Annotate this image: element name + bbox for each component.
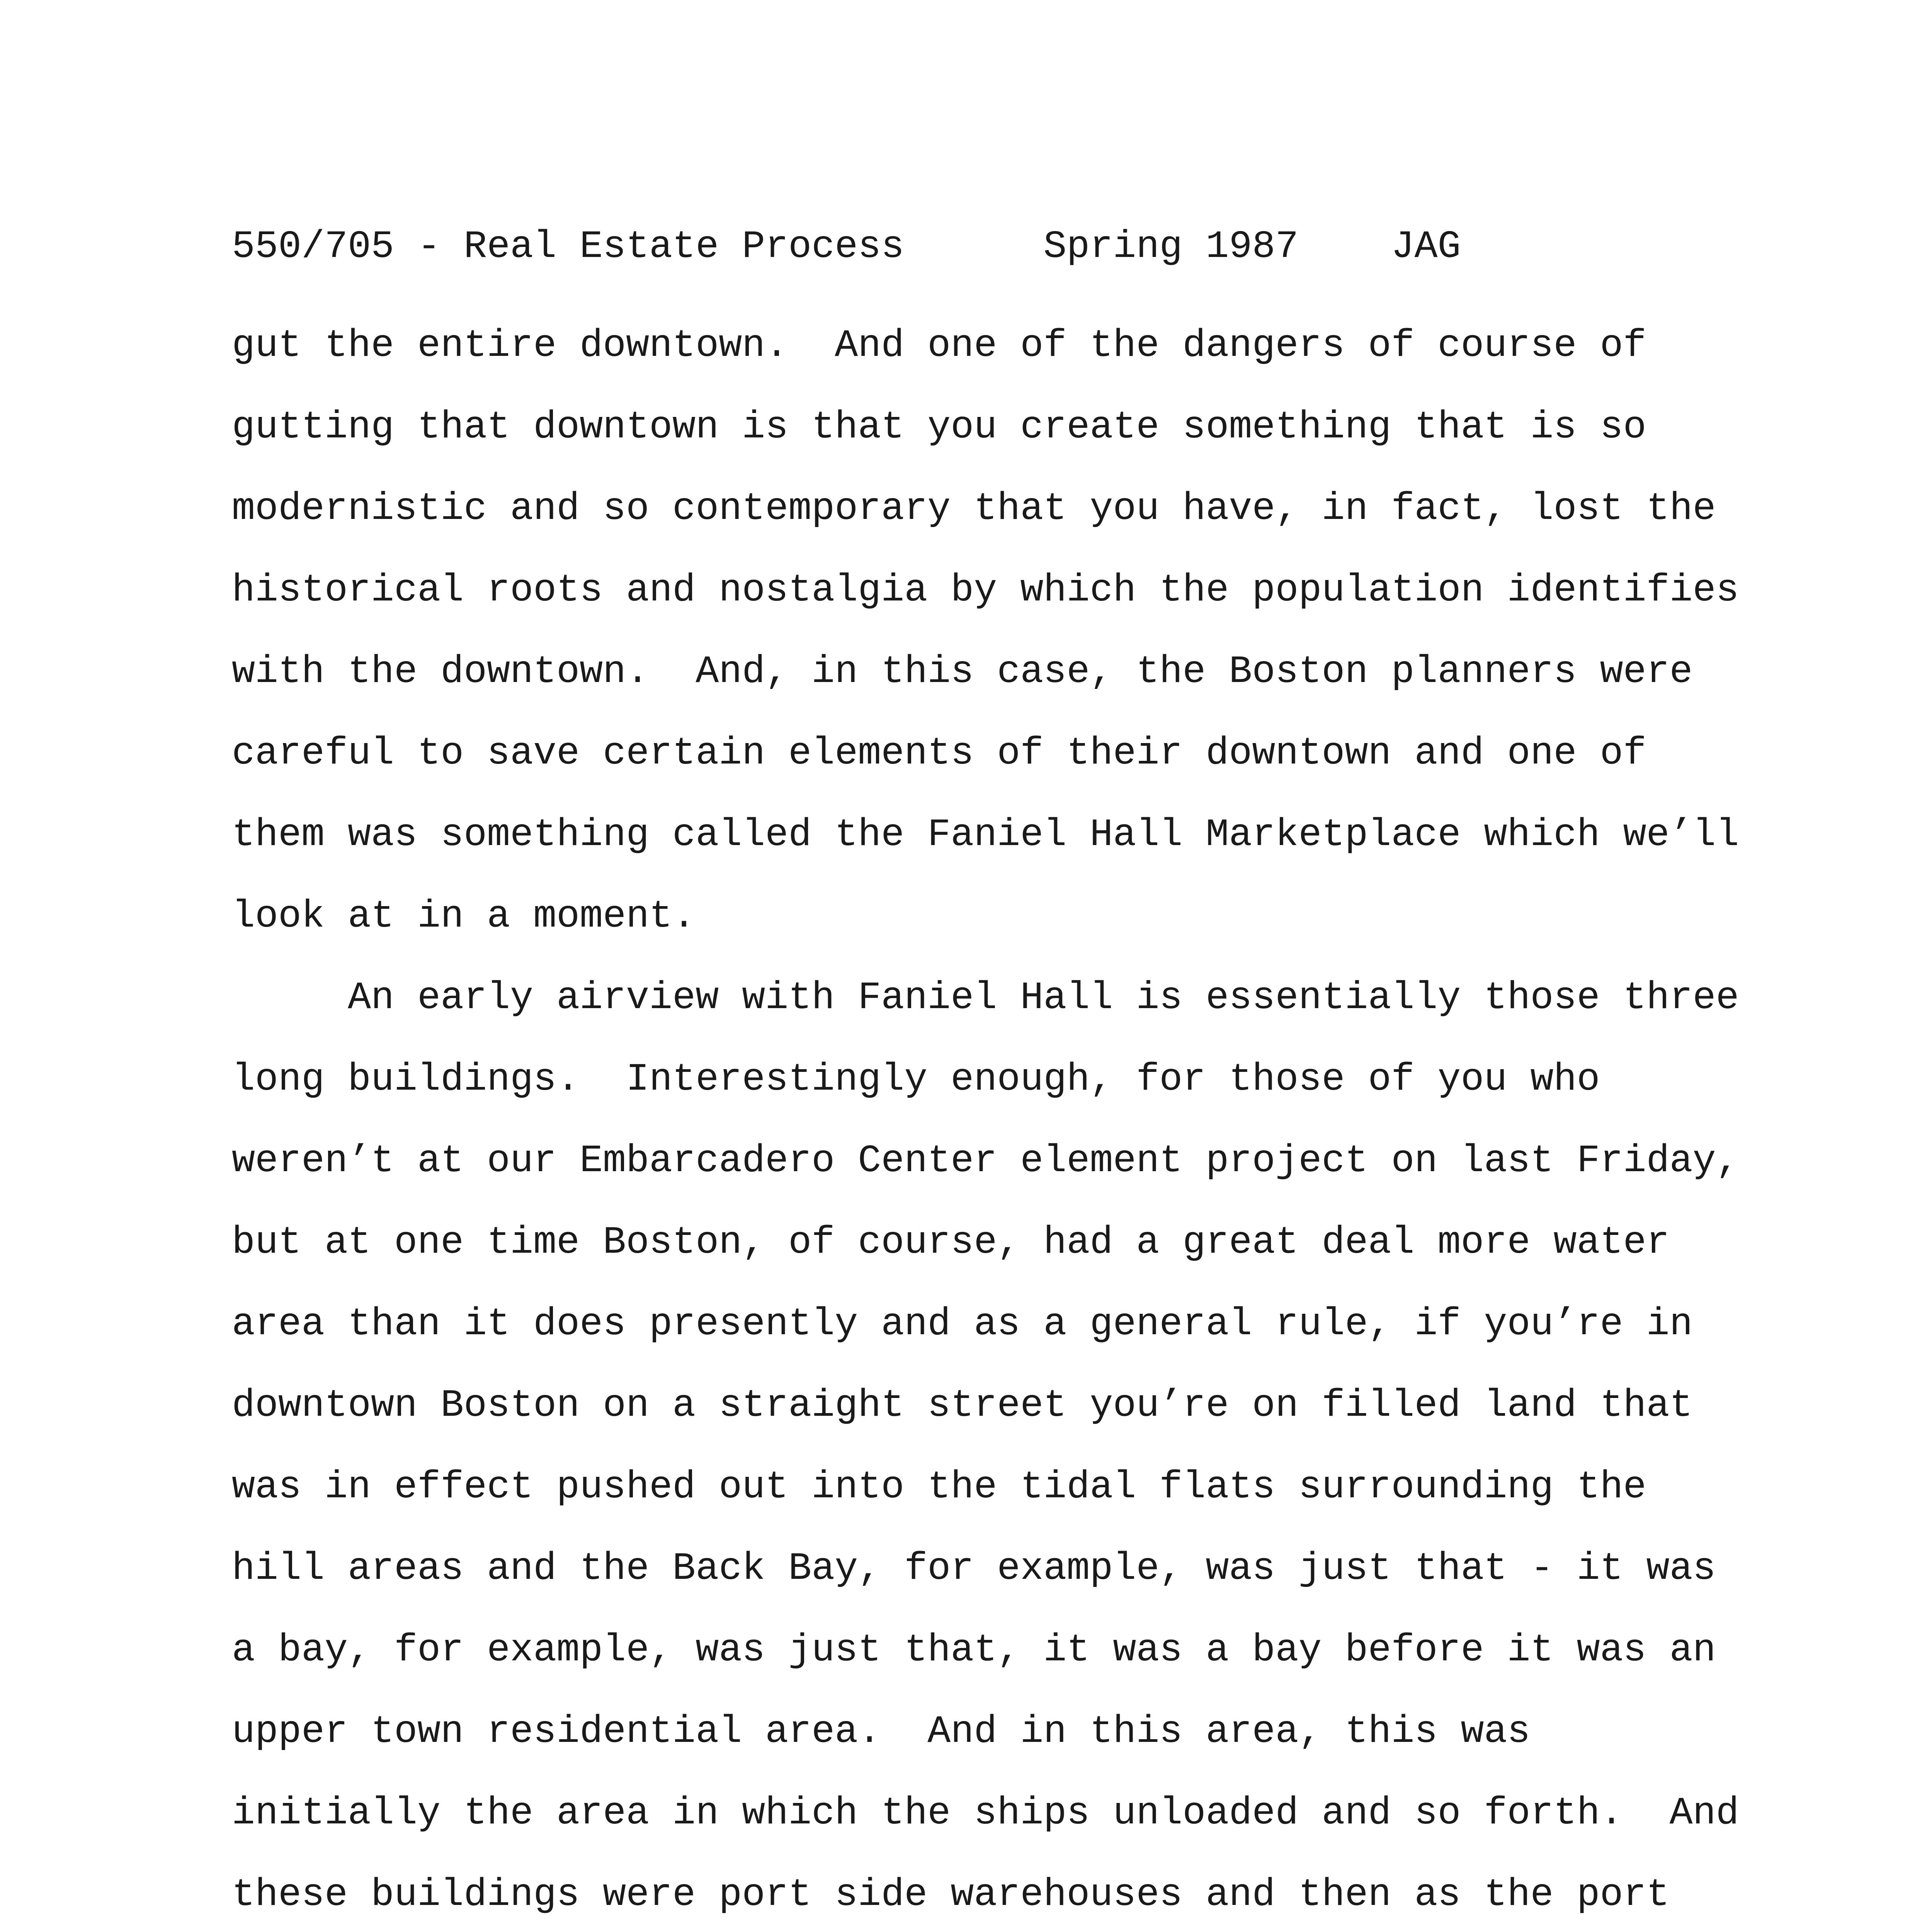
text-line: An early airview with Faniel Hall is essentially those three: [232, 976, 1739, 1020]
text-line: them was something called the Faniel Hall Marketplace which we’ll: [232, 813, 1739, 857]
text-line: weren’t at our Embarcadero Center element project on last Friday,: [232, 1139, 1739, 1183]
transcript-body: [232, 305, 1777, 1932]
text-line: downtown Boston on a straight street you’re on filled land that: [232, 1384, 1693, 1428]
text-line: hill areas and the Back Bay, for example, was just that - it was: [232, 1547, 1716, 1591]
text-line: area than it does presently and as a general rule, if you’re in: [232, 1303, 1693, 1346]
text-line: with the downtown. And, in this case, the Boston planners were: [232, 650, 1693, 694]
text-line: was in effect pushed out into the tidal flats surrounding the: [232, 1466, 1646, 1509]
text-line: long buildings. Interestingly enough, for those of you who: [232, 1058, 1600, 1102]
header-initials: JAG: [1391, 225, 1461, 269]
text-line: gutting that downtown is that you create something that is so: [232, 406, 1646, 449]
text-line: a bay, for example, was just that, it was a bay before it was an: [232, 1629, 1716, 1672]
text-line: these buildings were port side warehouses and then as the port: [232, 1873, 1670, 1917]
text-line: historical roots and nostalgia by which the population identifies: [232, 569, 1739, 612]
text-line: modernistic and so contemporary that you have, in fact, lost the: [232, 487, 1716, 531]
text-line: gut the entire downtown. And one of the dangers of course of: [232, 324, 1646, 368]
page-header: [232, 224, 1461, 270]
header-term: Spring 1987: [1043, 225, 1299, 269]
text-line: careful to save certain elements of their downtown and one of: [232, 732, 1646, 776]
text-line: look at in a moment.: [232, 895, 696, 939]
text-line: but at one time Boston, of course, had a great deal more water: [232, 1221, 1670, 1265]
text-line: initially the area in which the ships unloaded and so forth. And: [232, 1792, 1739, 1835]
header-course: 550/705 - Real Estate Process: [232, 225, 905, 269]
text-line: upper town residential area. And in this area, this was: [232, 1710, 1531, 1754]
